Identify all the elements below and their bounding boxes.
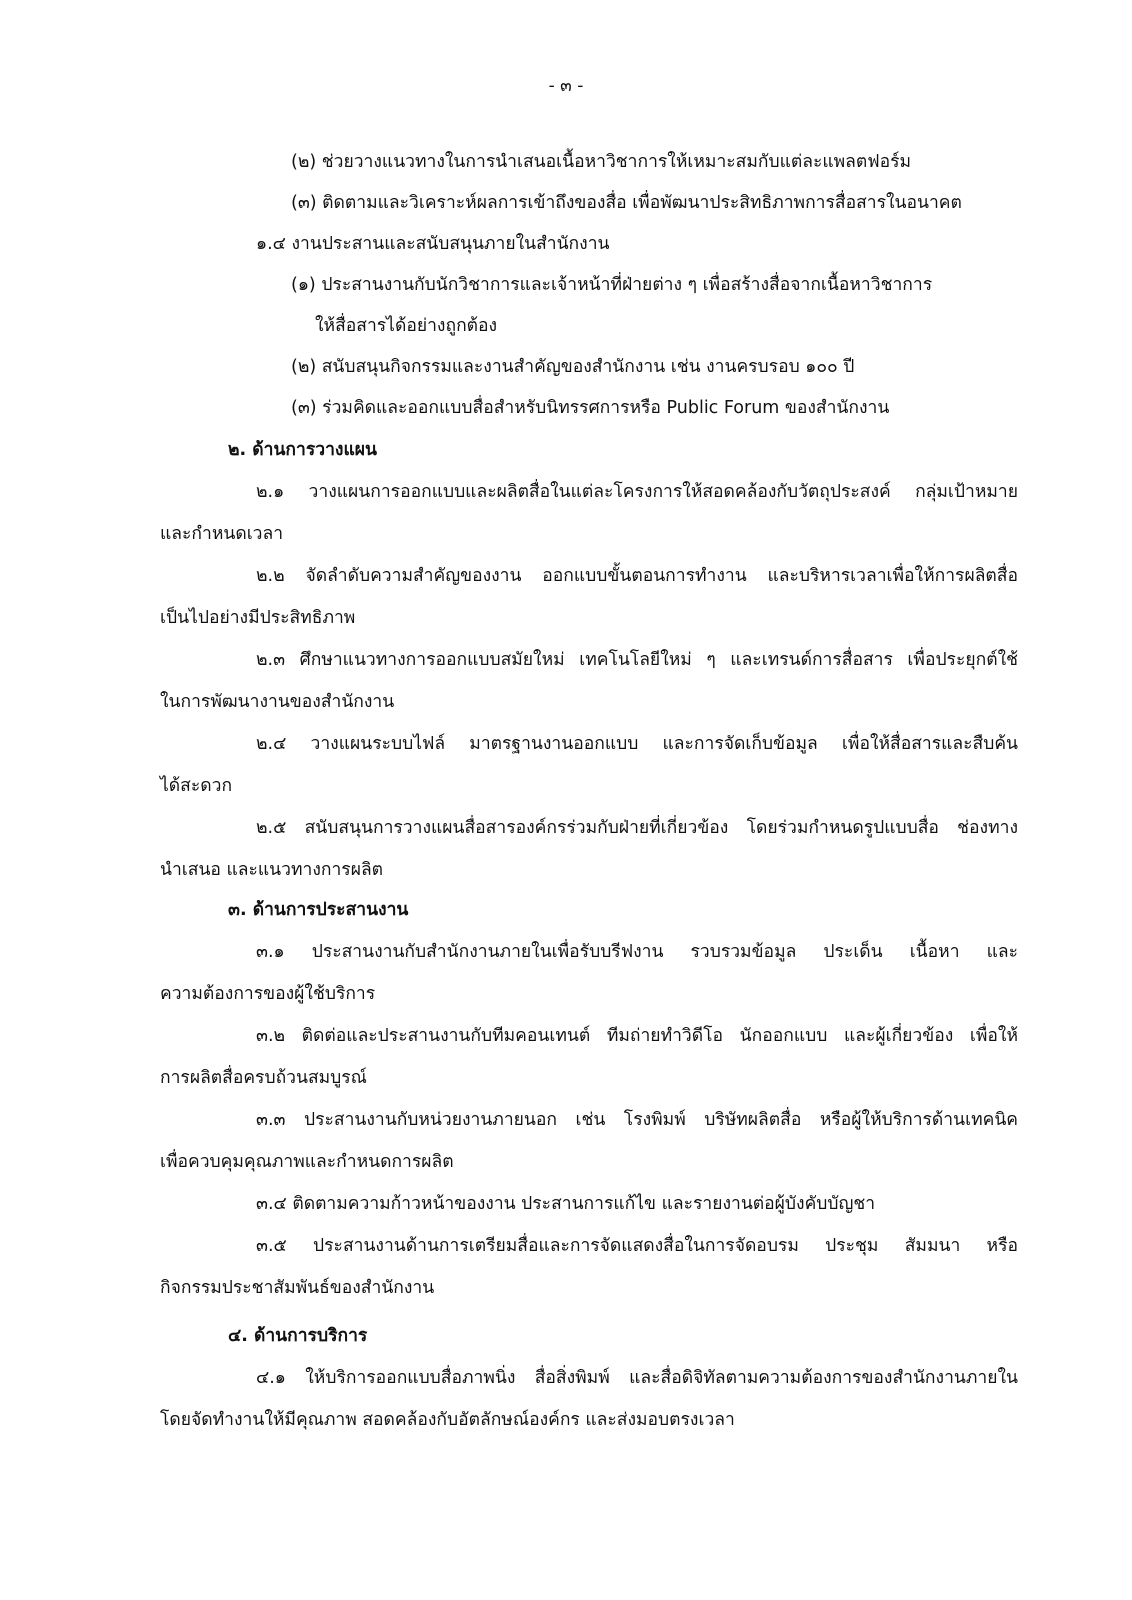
item-2-5-line2: นำเสนอ และแนวทางการผลิต [160,860,384,880]
item-3-4-line1: ๓.๔ ติดตามความก้าวหน้าของงาน ประสานการแก้ไข และรายงานต่อผู้บังคับบัญชา [256,1194,876,1214]
item-1-4-sub1-line2: ให้สื่อสารได้อย่างถูกต้อง [315,316,498,336]
item-3-3-line2: เพื่อควบคุมคุณภาพและกำหนดการผลิต [160,1152,454,1172]
item-3-1-line1: ๓.๑ ประสานงานกับสำนักงานภายในเพื่อรับบรีฟงาน รวบรวมข้อมูล ประเด็น เนื้อหา และ [256,942,1018,962]
item-1-4-sub3: (๓) ร่วมคิดและออกแบบสื่อสำหรับนิทรรศการหรือ Public Forum ของสำนักงาน [291,398,890,418]
item-2-1-line1: ๒.๑ วางแผนการออกแบบและผลิตสื่อในแต่ละโครงการให้สอดคล้องกับวัตถุประสงค์ กลุ่มเป้าหมาย [256,482,1018,502]
item-2-4-line2: ได้สะดวก [160,776,233,796]
item-3-1-line2: ความต้องการของผู้ใช้บริการ [160,984,376,1004]
page-number: - ๓ - [548,76,584,96]
item-2-5-line1: ๒.๕ สนับสนุนการวางแผนสื่อสารองค์กรร่วมกับฝ่ายที่เกี่ยวข้อง โดยร่วมกำหนดรูปแบบสื่อ ช่องทาง [256,818,1018,838]
item-3-2-line1: ๓.๒ ติดต่อและประสานงานกับทีมคอนเทนต์ ทีมถ่ายทำวิดีโอ นักออกแบบ และผู้เกี่ยวข้อง เพื่อให้ [256,1026,1018,1046]
item-1-3-sub3: (๓) ติดตามและวิเคราะห์ผลการเข้าถึงของสื่อ เพื่อพัฒนาประสิทธิภาพการสื่อสารในอนาคต [291,193,962,213]
item-1-4-heading: ๑.๔ งานประสานและสนับสนุนภายในสำนักงาน [256,234,610,254]
item-2-3-line2: ในการพัฒนางานของสำนักงาน [160,692,395,712]
item-2-3-line1: ๒.๓ ศึกษาแนวทางการออกแบบสมัยใหม่ เทคโนโลยีใหม่ ๆ และเทรนด์การสื่อสาร เพื่อประยุกต์ใช้ [256,650,1018,670]
section-4-heading: ๔. ด้านการบริการ [228,1326,368,1346]
section-2-heading: ๒. ด้านการวางแผน [228,440,377,460]
item-3-5-line1: ๓.๕ ประสานงานด้านการเตรียมสื่อและการจัดแสดงสื่อในการจัดอบรม ประชุม สัมมนา หรือ [256,1236,1018,1256]
section-3-heading: ๓. ด้านการประสานงาน [228,900,409,920]
item-2-2-line2: เป็นไปอย่างมีประสิทธิภาพ [160,608,356,628]
item-2-1-line2: และกำหนดเวลา [160,524,284,544]
item-1-4-sub2: (๒) สนับสนุนกิจกรรมและงานสำคัญของสำนักงาน เช่น งานครบรอบ ๑๐๐ ปี [291,357,855,377]
item-2-4-line1: ๒.๔ วางแผนระบบไฟล์ มาตรฐานงานออกแบบ และการจัดเก็บข้อมูล เพื่อให้สื่อสารและสืบค้น [256,734,1018,754]
item-3-3-line1: ๓.๓ ประสานงานกับหน่วยงานภายนอก เช่น โรงพิมพ์ บริษัทผลิตสื่อ หรือผู้ให้บริการด้านเทคนิค [256,1110,1018,1130]
item-4-1-line1: ๔.๑ ให้บริการออกแบบสื่อภาพนิ่ง สื่อสิ่งพิมพ์ และสื่อดิจิทัลตามความต้องการของสำนักงานภายใน [256,1368,1018,1388]
item-1-4-sub1-line1: (๑) ประสานงานกับนักวิชาการและเจ้าหน้าที่ฝ่ายต่าง ๆ เพื่อสร้างสื่อจากเนื้อหาวิชาการ [291,275,933,295]
item-3-5-line2: กิจกรรมประชาสัมพันธ์ของสำนักงาน [160,1278,435,1298]
item-3-2-line2: การผลิตสื่อครบถ้วนสมบูรณ์ [160,1068,367,1088]
item-2-2-line1: ๒.๒ จัดลำดับความสำคัญของงาน ออกแบบขั้นตอนการทำงาน และบริหารเวลาเพื่อให้การผลิตสื่อ [256,566,1018,586]
item-4-1-line2: โดยจัดทำงานให้มีคุณภาพ สอดคล้องกับอัตลักษณ์องค์กร และส่งมอบตรงเวลา [160,1410,735,1430]
item-1-3-sub2: (๒) ช่วยวางแนวทางในการนำเสนอเนื้อหาวิชาการให้เหมาะสมกับแต่ละแพลตฟอร์ม [291,152,912,172]
